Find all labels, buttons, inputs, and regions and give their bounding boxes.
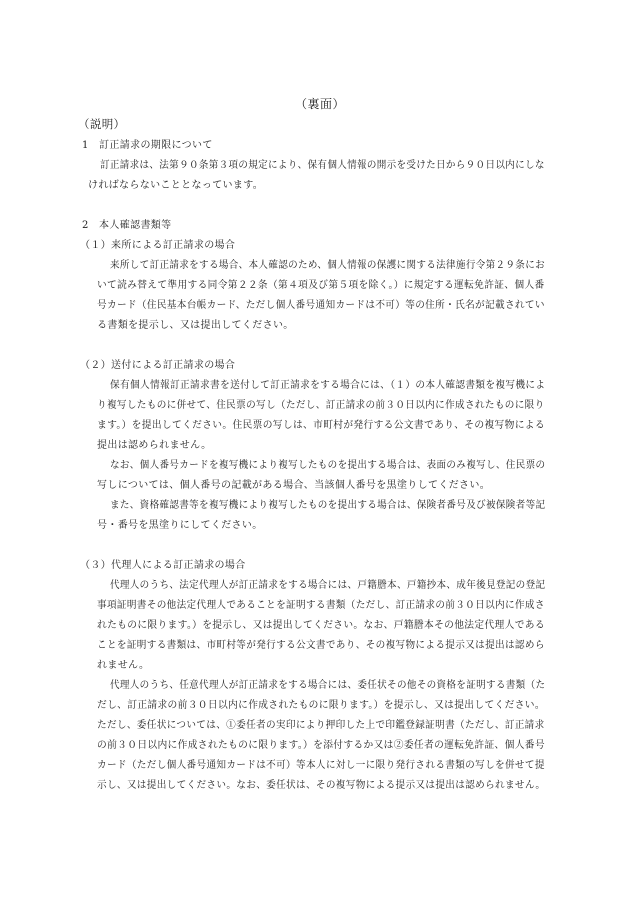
section-2-2-line: 提出は認められません。 (97, 440, 212, 451)
page-title: （裏面） (295, 97, 346, 111)
section-2-1-line: 号カード（住民基本台帳カード、ただし個人番号通知カードは不可）等の住所・氏名が記載されてい (97, 300, 545, 311)
section-2-3-line: 事項証明書その他法定代理人であることを証明する書類（ただし、訂正請求の前３０日以内に作成さ (97, 600, 545, 611)
section-1-heading: 1 訂正請求の期限について (82, 140, 213, 151)
section-2-3-line: カード（ただし個人番号通知カードは不可）等本人に対し一に限り発行される書類の写しを併せて提 (97, 760, 545, 771)
section-2-3-line: の前３０日以内に作成されたものに限ります。）を添付するか又は②委任者の運転免許証、個人番号 (97, 740, 545, 751)
section-1-line: 訂正請求は、法第９０条第３項の規定により、保有個人情報の開示を受けた日から９０日以内にしな (100, 160, 545, 171)
section-2-2-line: ます。）を提出してください。住民票の写しは、市町村が発行する公文書であり、その複写物による (97, 420, 545, 431)
section-2-2-line: 保有個人情報訂正請求書を送付して訂正請求をする場合には、（１）の本人確認書類を複写機によ (110, 380, 546, 391)
section-2-3-heading: （３）代理人による訂正請求の場合 (80, 560, 246, 571)
section-2-2-line: また、資格確認書等を複写機により複写したものを提出する場合は、保険者番号及び被保険者等記 (110, 500, 546, 511)
section-1-line: ければならないこととなっています。 (88, 180, 264, 191)
section-2-3-line: れません。 (97, 660, 150, 671)
section-2-3-line: 代理人のうち、法定代理人が訂正請求をする場合には、戸籍謄本、戸籍抄本、成年後見登記の登記 (110, 580, 546, 591)
section-2-1-heading: （１）来所による訂正請求の場合 (80, 240, 236, 251)
section-2-2-line: なお、個人番号カードを複写機により複写したものを提出する場合は、表面のみ複写し、住民票の (110, 460, 546, 471)
section-2-3-line: ただし、委任状については、①委任者の実印により押印した上で印鑑登録証明書（ただし、訂正請求 (97, 720, 545, 731)
section-2-3-line: ことを証明する書類は、市町村等が発行する公文書であり、その複写物による提示又は提出は認めら (97, 640, 545, 651)
section-2-1-line: いて読み替えて準用する同令第２２条（第４項及び第５項を除く。）に規定する運転免許証、個人番 (97, 280, 545, 291)
section-2-1-line: 来所して訂正請求をする場合、本人確認のため、個人情報の保護に関する法律施行令第２９条にお (110, 260, 545, 271)
section-2-3-line: だし、訂正請求の前３０日以内に作成されたものに限ります。）を提示し、又は提出してください。 (97, 700, 545, 711)
explanation-heading: （説明） (78, 117, 126, 131)
section-2-3-line: 示し、又は提出してください。なお、委任状は、その複写物による提示又は提出は認められません。 (97, 780, 546, 791)
section-2-2-line: 号・番号を黒塗りにしてください。 (97, 520, 263, 531)
section-2-1-line: る書類を提示し、又は提出してください。 (97, 320, 294, 331)
section-2-2-line: 写しについては、個人番号の記載がある場合、当該個人番号を黒塗りしてください。 (97, 480, 491, 491)
section-2-2-heading: （２）送付による訂正請求の場合 (80, 360, 236, 371)
section-2-3-line: 代理人のうち、任意代理人が訂正請求をする場合には、委任状その他その資格を証明する書類（た (110, 680, 546, 691)
section-2-2-line: り複写したものに併せて、住民票の写し（ただし、訂正請求の前３０日以内に作成されたものに限り (97, 400, 545, 411)
section-2-3-line: れたものに限ります。）を提示し、又は提出してください。なお、戸籍謄本その他法定代理人である (97, 620, 545, 631)
section-2-heading: 2 本人確認書類等 (82, 220, 172, 231)
